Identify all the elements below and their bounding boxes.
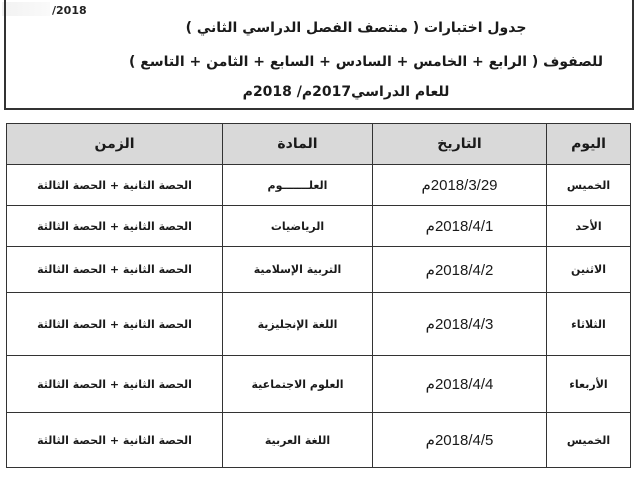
cell-day: الخميس (547, 165, 631, 206)
cell-time: الحصة الثانية + الحصة الثالثة (7, 247, 223, 293)
header-subject: المادة (223, 124, 373, 165)
cell-day: الثلاثاء (547, 293, 631, 356)
cell-day: الاثنين (547, 247, 631, 293)
table-row (7, 165, 631, 206)
cell-time: الحصة الثانية + الحصة الثالثة (7, 165, 223, 206)
header-day: اليوم (547, 124, 631, 165)
cell-date: 2018/4/3م (373, 293, 547, 356)
table-row (7, 206, 631, 247)
table-header-row (7, 124, 631, 165)
table-row (7, 413, 631, 468)
table-row (7, 293, 631, 356)
schedule-title: جدول اختبارات ( منتصف الفصل الدراسي الثاني ) (185, 20, 527, 36)
cell-date: 2018/3/29م (373, 165, 547, 206)
grades-line: للصفوف ( الرابع + الخامس + السادس + السابع + الثامن + التاسع ) (128, 54, 604, 70)
cell-subject: الرياضيات (223, 206, 373, 247)
cell-subject: اللغة الإنجليزية (223, 293, 373, 356)
cell-subject: العلوم الاجتماعية (223, 356, 373, 413)
cell-day: الأربعاء (547, 356, 631, 413)
cell-date: 2018/4/1م (373, 206, 547, 247)
table-row (7, 356, 631, 413)
cell-subject: التربية الإسلامية (223, 247, 373, 293)
cell-subject: اللغة العربية (223, 413, 373, 468)
cell-date: 2018/4/2م (373, 247, 547, 293)
cell-time: الحصة الثانية + الحصة الثالثة (7, 293, 223, 356)
cell-day: الخميس (547, 413, 631, 468)
cell-subject: العلـــــــوم (223, 165, 373, 206)
cell-date: 2018/4/4م (373, 356, 547, 413)
cell-time: الحصة الثانية + الحصة الثالثة (7, 413, 223, 468)
header-box (4, 0, 634, 110)
table-row (7, 247, 631, 293)
cell-time: الحصة الثانية + الحصة الثالثة (7, 206, 223, 247)
header-date: التاريخ (373, 124, 547, 165)
cell-day: الأحد (547, 206, 631, 247)
exam-schedule-table (6, 123, 631, 468)
cell-time: الحصة الثانية + الحصة الثالثة (7, 356, 223, 413)
corner-date: /2018 (52, 4, 87, 17)
academic-year-line: للعام الدراسي2017م/ 2018م (242, 84, 450, 100)
header-time: الزمن (7, 124, 223, 165)
cell-date: 2018/4/5م (373, 413, 547, 468)
